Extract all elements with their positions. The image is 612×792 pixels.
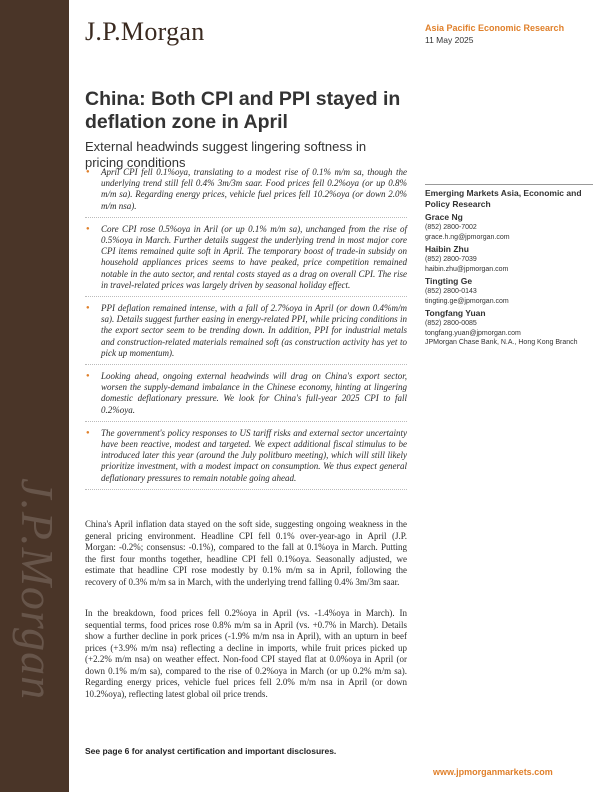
report-header bbox=[425, 23, 564, 45]
analyst-card bbox=[425, 244, 593, 274]
key-point: ● April CPI fell 0.1%oya, translating to a modest rise of 0.1% m/m sa, though the underlying trend still fell 0.4% 3m/3m saar. Food prices fell 0.2%oya (or up 0.8% m/m sa). Regarding energy prices, vehicle fuel prices fell 10.2%oya (or down 2.0% m/m nsa). bbox=[85, 161, 407, 218]
analyst-phone: (852) 2800-7002 bbox=[425, 224, 477, 231]
analyst-name: Grace Ng bbox=[425, 212, 463, 222]
legal-entity: JPMorgan Chase Bank, N.A., Hong Kong Branch bbox=[425, 339, 578, 346]
analyst-name: Tongfang Yuan bbox=[425, 308, 486, 318]
analyst-contacts bbox=[425, 184, 593, 350]
contacts-divider bbox=[425, 184, 593, 185]
analyst-name: Tingting Ge bbox=[425, 276, 473, 286]
report-title: China: Both CPI and PPI stayed in deflation zone in April bbox=[85, 88, 401, 133]
key-points-list bbox=[85, 161, 407, 490]
analyst-email-link[interactable]: grace.h.ng@jpmorgan.com bbox=[425, 233, 510, 241]
analyst-phone: (852) 2800-0085 bbox=[425, 320, 477, 327]
body-paragraph: In the breakdown, food prices fell 0.2%oya in April (vs. -1.4%oya in March). In sequential terms, food prices rose 0.8% m/m sa in April (vs. +0.7% in March). Details show a further decline in pork prices (-1.9% m/m nsa in April), with an upturn in beef prices (+3.9% m/m nsa) reflecting a decline in imports, while fruit prices picked up (+2.2% m/m nsa) on weather effect. Non-food CPI stayed flat at 0.0%oya in April (or down 0.1% m/m sa), compared to the rise of 0.2%oya in March (or up 0.2% m/m sa). Regarding energy prices, vehicle fuel prices fell 2.0% m/m nsa in April (or down 10.2%oya), reflecting latest global oil price trends. bbox=[85, 608, 407, 699]
website-link[interactable]: www.jpmorganmarkets.com bbox=[433, 767, 553, 777]
analyst-card bbox=[425, 212, 593, 242]
research-series: Asia Pacific Economic Research bbox=[425, 23, 565, 33]
body-paragraph: China's April inflation data stayed on the soft side, suggesting ongoing weakness in the general pricing environment. Headline CPI fell 0.1% over-year-ago in April (J.P. Morgan: -0.2%; consensus: -0.1%), compared to the fall at 0.1%oya in March. Putting the first four months together, headline CPI fell 0.1%oya. Seasonally adjusted, we estimate that headline CPI rose modestly by 0.1% m/m sa in April, following the recovery of 0.3% m/m sa in March, with the underlying trend falling 0.4% 3m/3m saar. bbox=[85, 519, 407, 587]
analyst-card bbox=[425, 276, 593, 306]
analyst-email-link[interactable]: haibin.zhu@jpmorgan.com bbox=[425, 265, 509, 273]
report-subtitle: External headwinds suggest lingering softness in pricing conditions bbox=[85, 139, 367, 170]
key-point: ● Core CPI rose 0.5%oya in Aril (or up 0.1% m/m sa), unchanged from the rise of 0.5%oya in March. Further details suggest the underlying trend in most major core CPI items remained quite soft in April. The temporary boost of trade-in subsidy on household appliances prices seems to have peaked, price competition remained notable in the auto sector, and rental costs stayed as a drag on overall CPI. The rise in travel-related prices was largely driven by seasonal holiday effect. bbox=[85, 218, 407, 297]
key-point: ● PPI deflation remained intense, with a fall of 2.7%oya in April (or down 0.4%m/m sa). Details suggest further easing in energy-related PPI, while pricing conditions in the export sector seem to be trending down. In addition, PPI for industrial metals and construction-related materials remained soft (as construction activity has yet to pick up momentum). bbox=[85, 297, 407, 365]
jpmorgan-logo: J.P.Morgan bbox=[85, 17, 205, 46]
brand-sidebar bbox=[0, 0, 69, 792]
analyst-email-link[interactable]: tingting.ge@jpmorgan.com bbox=[425, 297, 509, 305]
key-point: ● Looking ahead, ongoing external headwinds will drag on China's export sector, worsen the supply-demand imbalance in the Chinese economy, hinting at lingering domestic deflationary pressure. We look for China's full-year 2025 CPI to fall 0.2%oya. bbox=[85, 365, 407, 422]
report-date: 11 May 2025 bbox=[425, 35, 474, 45]
analyst-email-link[interactable]: tongfang.yuan@jpmorgan.com bbox=[425, 329, 521, 337]
jpmorgan-watermark-logo: J.P.Morgan bbox=[12, 478, 63, 701]
team-name: Emerging Markets Asia, Economic and Policy Research bbox=[425, 188, 582, 209]
analyst-card bbox=[425, 308, 593, 348]
disclosure-note: See page 6 for analyst certification and important disclosures. bbox=[85, 746, 337, 756]
analyst-phone: (852) 2800-7039 bbox=[425, 256, 477, 263]
analyst-phone: (852) 2800-0143 bbox=[425, 288, 477, 295]
analyst-name: Haibin Zhu bbox=[425, 244, 469, 254]
key-point: ● The government's policy responses to US tariff risks and external sector uncertainty have been reactive, modest and targeted. We expect additional fiscal stimulus to be introduced later this year (around the July politburo meeting), which will still likely prioritize investment, with a modest impact on consumption. We thus expect general deflationary pressures to remain notable going ahead. bbox=[85, 422, 407, 490]
